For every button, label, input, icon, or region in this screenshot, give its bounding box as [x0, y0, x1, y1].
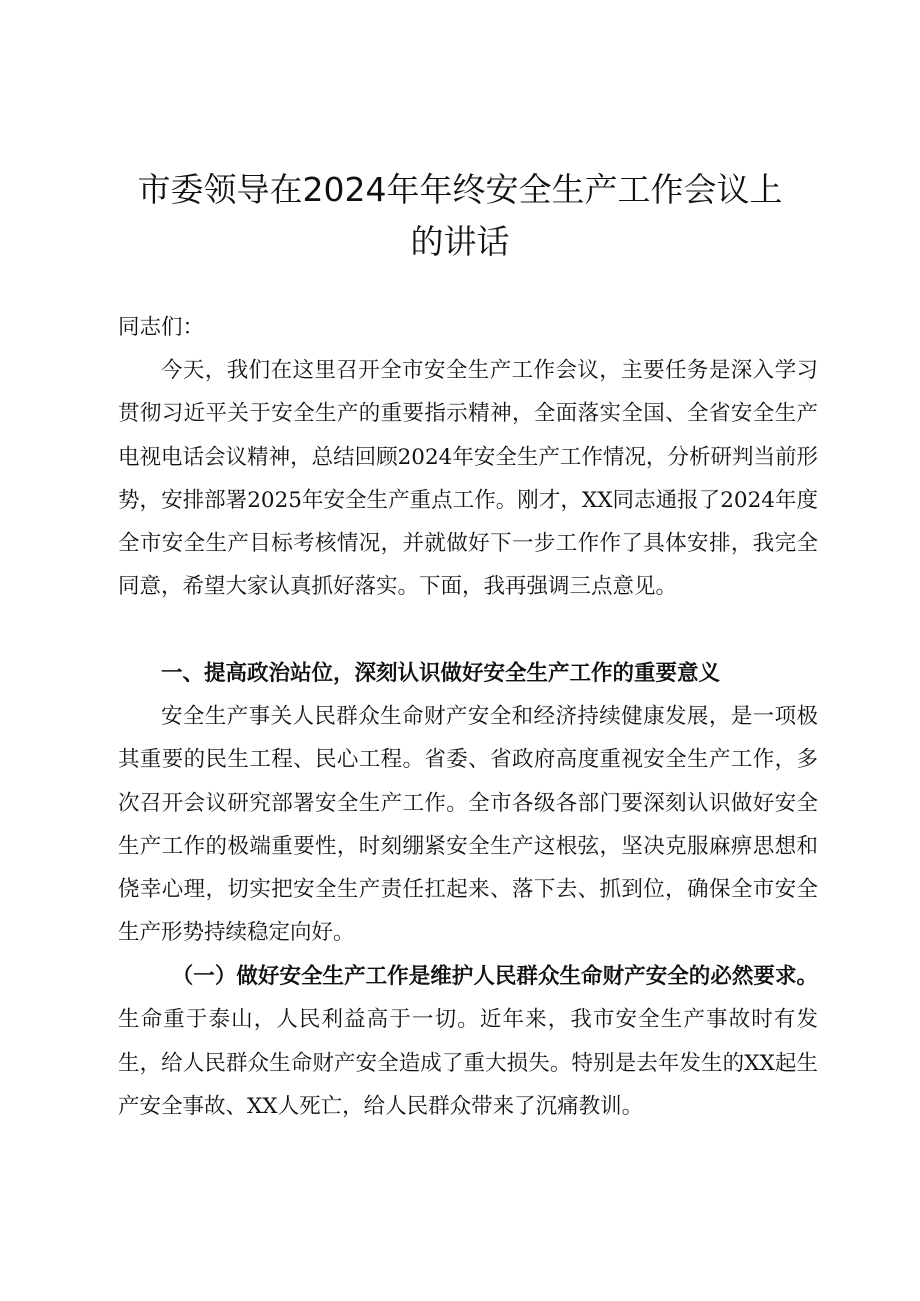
subsection-1-body: 生命重于泰山，人民利益高于一切。近年来，我市安全生产事故时有发生，给人民群众生命财产安全造成了重大损失。特别是去年发生的XX起生产安全事故、XX人死亡，给人民群众带来了沉痛教训。 — [118, 1007, 818, 1119]
paragraph-opening: 今天，我们在这里召开全市安全生产工作会议，主要任务是深入学习贯彻习近平关于安全生产的重要指示精神，全面落实全国、全省安全生产电视电话会议精神，总结回顾2024年安全生产工作情况，分析研判当前形势，安排部署2025年安全生产重点工作。刚才，XX同志通报了2024年度全市安全生产目标考核情况，并就做好下一步工作作了具体安排，我完全同意，希望大家认真抓好落实。下面，我再强调三点意见。 — [118, 358, 818, 600]
paragraph-section-1: 安全生产事关人民群众生命财产安全和经济持续健康发展，是一项极其重要的民生工程、民心工程。省委、省政府高度重视安全生产工作，多次召开会议研究部署安全生产工作。全市各级各部门要深刻认识做好安全生产工作的极端重要性，时刻绷紧安全生产这根弦，坚决克服麻痹思想和侥幸心理，切实把安全生产责任扛起来、落下去、抓到位，确保全市安全生产形势持续稳定向好。 — [118, 704, 818, 946]
document-title-line-1: 市委领导在2024年年终安全生产工作会议上 — [137, 170, 783, 209]
subsection-heading-1: （一）做好安全生产工作是维护人民群众生命财产安全的必然要求。 — [171, 964, 818, 989]
paragraph-subsection-1 — [118, 955, 818, 1128]
greeting: 同志们： — [118, 315, 205, 340]
document-title-line-2: 的讲话 — [410, 222, 510, 261]
section-heading-1: 一、提高政治站位，深刻认识做好安全生产工作的重要意义 — [161, 661, 721, 686]
